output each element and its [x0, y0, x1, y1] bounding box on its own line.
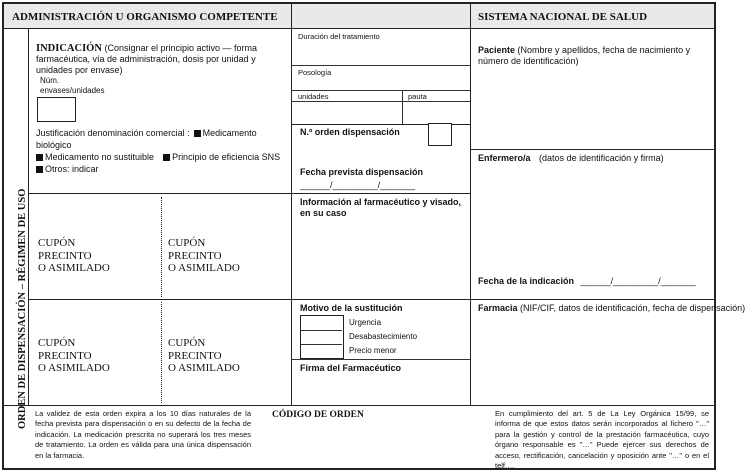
coupon-2 [168, 237, 240, 275]
unidades-label: unidades [298, 92, 329, 101]
coupon-line: PRECINTO [168, 349, 222, 362]
num-envases-label: Núm. envases/unidades [40, 76, 105, 95]
coupon-3 [38, 337, 110, 375]
paciente-text: (Nombre y apellidos, fecha de nacimiento y número de identificación) [478, 45, 691, 66]
paciente-label: Paciente [478, 45, 516, 55]
side-label: ORDEN DE DISPENSACIÓN – RÉGIMEN DE USO [17, 188, 28, 429]
coupon-line: CUPÓN [38, 237, 76, 249]
enfermero-divider [470, 149, 714, 150]
option-precio-menor: Precio menor [349, 346, 397, 355]
farmacia-label: Farmacia [478, 303, 518, 313]
checkbox-icon[interactable] [194, 130, 201, 137]
enfermero-section [478, 153, 708, 164]
pauta-divider [402, 90, 403, 124]
firma-farmaceutico-label: Firma del Farmacéutico [300, 363, 402, 373]
header-right-title: SISTEMA NACIONAL DE SALUD [478, 11, 648, 23]
enfermero-label: Enfermero/a [478, 153, 531, 163]
coupon-line: PRECINTO [168, 249, 222, 262]
urgencia-checkbox[interactable] [300, 315, 344, 329]
orden-dispensacion-label: N.º orden dispensación [300, 127, 400, 137]
coupon-line: CUPÓN [38, 337, 76, 349]
informacion-label: Información al farmacéutico y visado, en su caso [300, 197, 462, 218]
codigo-orden-label: CÓDIGO DE ORDEN [272, 410, 364, 420]
coupon-line: O ASIMILADO [38, 262, 110, 274]
coupon-line: CUPÓN [168, 237, 206, 249]
coupon-line: O ASIMILADO [168, 362, 240, 374]
coupon-divider-1 [161, 197, 162, 297]
duracion-divider [291, 65, 470, 66]
justificacion-section [36, 127, 286, 175]
precio-menor-checkbox[interactable] [300, 343, 344, 357]
coupon-line: PRECINTO [38, 349, 92, 362]
orden-dispensacion-field[interactable] [428, 123, 452, 146]
fecha-indicacion-label: Fecha de la indicación [478, 276, 575, 286]
unidades-row-divider [291, 101, 470, 102]
option-otros: Otros: indicar [45, 164, 99, 174]
coupon-4 [168, 337, 240, 375]
coupon-divider-2 [161, 302, 162, 403]
fecha-prevista-label: Fecha prevista dispensación [300, 167, 424, 177]
fecha-indicacion-field[interactable]: ______/_________/_______ [580, 276, 696, 286]
farmacia-text: (NIF/CIF, datos de identificación, fecha de dispensación) [520, 303, 745, 313]
num-envases-field[interactable] [37, 97, 76, 122]
duracion-label: Duración del tratamiento [298, 32, 380, 41]
enfermero-text: (datos de identificación y firma) [539, 153, 664, 163]
footer-legal: En cumplimiento del art. 5 de La Ley Orgánica 15/99, se informa de que estos datos serán incorporados al fichero "…" para la gestión y control de la prestación farmacéutica, cuyo órgano responsable es "…" Puede ejercer sus derechos de acceso, rectificación, cancelación y oposición ante "…" o en el telf.… [495, 409, 709, 471]
farmacia-section [478, 303, 745, 314]
fecha-prevista-field[interactable]: ______/_________/_______ [300, 180, 416, 190]
footer-divider [4, 405, 714, 406]
coupon-line: O ASIMILADO [168, 262, 240, 274]
coupon-1 [38, 237, 110, 275]
firma-divider [291, 359, 470, 360]
indication-title: INDICACIÓN [36, 43, 102, 54]
indication-text: (Consignar el principio activo — forma farmacéutica, vía de administración, dosis por unidad y unidades por envase) [36, 43, 258, 75]
desabastecimiento-checkbox[interactable] [300, 329, 344, 343]
posologia-divider [291, 90, 470, 91]
coupon-line: PRECINTO [38, 249, 92, 262]
row-divider-1 [28, 193, 470, 194]
justificacion-label: Justificación denominación comercial : [36, 128, 190, 138]
side-column-divider [28, 29, 29, 405]
paciente-section [478, 45, 708, 67]
pauta-label: pauta [408, 92, 427, 101]
option-biologico: Medicamento biológico [36, 128, 257, 150]
dispensation-order-form [2, 2, 745, 471]
coupon-line: CUPÓN [168, 337, 206, 349]
option-no-sustituible: Medicamento no sustituible [45, 152, 155, 162]
row-divider-2 [28, 299, 714, 300]
posologia-label: Posología [298, 68, 332, 77]
coupon-line: O ASIMILADO [38, 362, 110, 374]
checkbox-icon[interactable] [36, 154, 43, 161]
column-divider-2 [470, 4, 471, 405]
indication-section [36, 43, 286, 76]
option-urgencia: Urgencia [349, 318, 382, 327]
sustitucion-title: Motivo de la sustitución [300, 303, 403, 313]
option-desabastecimiento: Desabastecimiento [349, 332, 418, 341]
fecha-indicacion-section [478, 276, 696, 287]
checkbox-icon[interactable] [163, 154, 170, 161]
option-eficiencia: Principio de eficiencia SNS [172, 152, 281, 162]
checkbox-icon[interactable] [36, 166, 43, 173]
footer-validez: La validez de esta orden expira a los 10 días naturales de la fecha prevista para dispensación o en su defecto de la fecha de indicación. La medicación prescrita no superará los tres meses de tratamiento. La orden es válida para una única dispensación en la farmacia. [35, 409, 251, 460]
header-left-title: ADMINISTRACIÓN U ORGANISMO COMPETENTE [12, 11, 278, 23]
